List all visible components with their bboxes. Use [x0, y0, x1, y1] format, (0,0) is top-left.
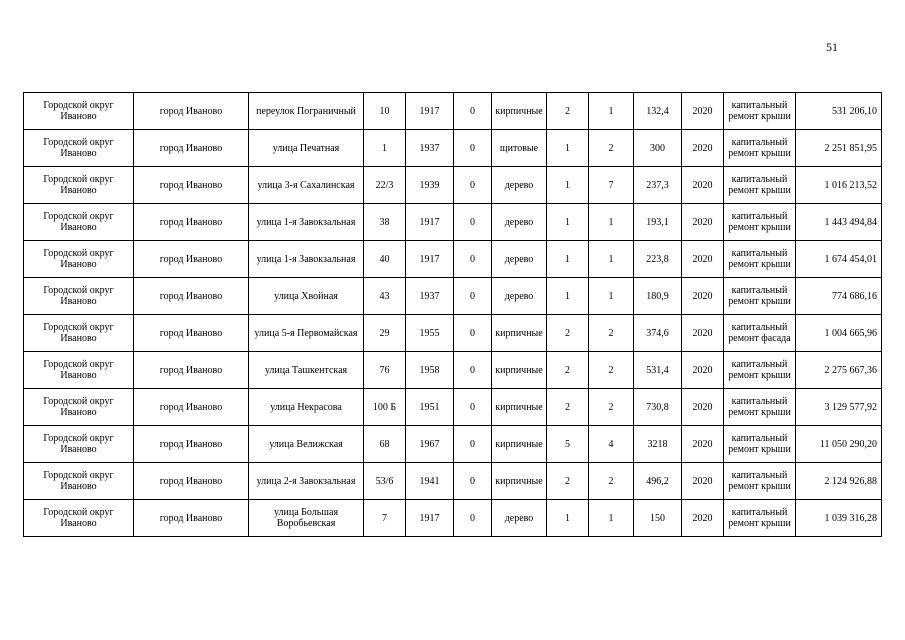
entrances-cell: 2	[589, 389, 634, 426]
wall-material-cell: дерево	[492, 500, 547, 537]
wall-material-cell: кирпичные	[492, 315, 547, 352]
year-commissioned-cell: 0	[454, 315, 492, 352]
work-type-cell: капитальный ремонт крыши	[724, 463, 796, 500]
planned-year-cell: 2020	[682, 241, 724, 278]
table-row	[24, 315, 882, 352]
street-cell: улица Печатная	[249, 130, 364, 167]
year-built-cell: 1917	[406, 500, 454, 537]
entrances-cell: 1	[589, 204, 634, 241]
settlement-cell: город Иваново	[134, 500, 249, 537]
year-built-cell: 1955	[406, 315, 454, 352]
table-row	[24, 130, 882, 167]
planned-year-cell: 2020	[682, 352, 724, 389]
street-cell: улица 3-я Сахалинская	[249, 167, 364, 204]
planned-year-cell: 2020	[682, 463, 724, 500]
year-commissioned-cell: 0	[454, 204, 492, 241]
work-type-cell: капитальный ремонт крыши	[724, 130, 796, 167]
year-commissioned-cell: 0	[454, 500, 492, 537]
work-type-cell: капитальный ремонт крыши	[724, 278, 796, 315]
planned-year-cell: 2020	[682, 130, 724, 167]
settlement-cell: город Иваново	[134, 241, 249, 278]
entrances-cell: 2	[589, 315, 634, 352]
year-built-cell: 1937	[406, 278, 454, 315]
area-cell: 730,8	[634, 389, 682, 426]
municipality-cell: Городской округ Иваново	[24, 241, 134, 278]
year-commissioned-cell: 0	[454, 93, 492, 130]
municipality-cell: Городской округ Иваново	[24, 463, 134, 500]
planned-year-cell: 2020	[682, 389, 724, 426]
table-row	[24, 426, 882, 463]
municipality-cell: Городской округ Иваново	[24, 352, 134, 389]
year-commissioned-cell: 0	[454, 352, 492, 389]
floors-cell: 5	[547, 426, 589, 463]
house-number-cell: 53/6	[364, 463, 406, 500]
planned-year-cell: 2020	[682, 426, 724, 463]
street-cell: улица Некрасова	[249, 389, 364, 426]
street-cell: улица 2-я Завокзальная	[249, 463, 364, 500]
area-cell: 193,1	[634, 204, 682, 241]
year-built-cell: 1917	[406, 204, 454, 241]
entrances-cell: 2	[589, 130, 634, 167]
street-cell: улица Хвойная	[249, 278, 364, 315]
entrances-cell: 1	[589, 278, 634, 315]
cost-cell: 1 039 316,28	[796, 500, 882, 537]
wall-material-cell: дерево	[492, 241, 547, 278]
settlement-cell: город Иваново	[134, 167, 249, 204]
work-type-cell: капитальный ремонт крыши	[724, 167, 796, 204]
entrances-cell: 7	[589, 167, 634, 204]
municipality-cell: Городской округ Иваново	[24, 389, 134, 426]
area-cell: 496,2	[634, 463, 682, 500]
year-commissioned-cell: 0	[454, 241, 492, 278]
street-cell: улица Ташкентская	[249, 352, 364, 389]
house-number-cell: 10	[364, 93, 406, 130]
wall-material-cell: кирпичные	[492, 93, 547, 130]
cost-cell: 2 124 926,88	[796, 463, 882, 500]
planned-year-cell: 2020	[682, 204, 724, 241]
wall-material-cell: кирпичные	[492, 463, 547, 500]
floors-cell: 1	[547, 278, 589, 315]
municipality-cell: Городской округ Иваново	[24, 315, 134, 352]
year-commissioned-cell: 0	[454, 463, 492, 500]
settlement-cell: город Иваново	[134, 352, 249, 389]
year-commissioned-cell: 0	[454, 167, 492, 204]
entrances-cell: 1	[589, 241, 634, 278]
year-built-cell: 1958	[406, 352, 454, 389]
table-row	[24, 463, 882, 500]
area-cell: 3218	[634, 426, 682, 463]
area-cell: 180,9	[634, 278, 682, 315]
floors-cell: 2	[547, 463, 589, 500]
area-cell: 150	[634, 500, 682, 537]
municipality-cell: Городской округ Иваново	[24, 93, 134, 130]
area-cell: 374,6	[634, 315, 682, 352]
cost-cell: 774 686,16	[796, 278, 882, 315]
settlement-cell: город Иваново	[134, 389, 249, 426]
cost-cell: 11 050 290,20	[796, 426, 882, 463]
floors-cell: 1	[547, 167, 589, 204]
house-number-cell: 100 Б	[364, 389, 406, 426]
street-cell: улица Велижская	[249, 426, 364, 463]
table-row	[24, 278, 882, 315]
cost-cell: 2 251 851,95	[796, 130, 882, 167]
planned-year-cell: 2020	[682, 500, 724, 537]
cost-cell: 1 674 454,01	[796, 241, 882, 278]
work-type-cell: капитальный ремонт крыши	[724, 500, 796, 537]
street-cell: улица 1-я Завокзальная	[249, 204, 364, 241]
work-type-cell: капитальный ремонт крыши	[724, 241, 796, 278]
settlement-cell: город Иваново	[134, 130, 249, 167]
work-type-cell: капитальный ремонт крыши	[724, 426, 796, 463]
cost-cell: 1 004 665,96	[796, 315, 882, 352]
work-type-cell: капитальный ремонт крыши	[724, 204, 796, 241]
year-commissioned-cell: 0	[454, 426, 492, 463]
year-built-cell: 1939	[406, 167, 454, 204]
street-cell: переулок Пограничный	[249, 93, 364, 130]
entrances-cell: 2	[589, 352, 634, 389]
cost-cell: 1 443 494,84	[796, 204, 882, 241]
wall-material-cell: дерево	[492, 167, 547, 204]
area-cell: 223,8	[634, 241, 682, 278]
work-type-cell: капитальный ремонт крыши	[724, 93, 796, 130]
table-body	[24, 93, 882, 537]
cost-cell: 3 129 577,92	[796, 389, 882, 426]
area-cell: 531,4	[634, 352, 682, 389]
municipality-cell: Городской округ Иваново	[24, 204, 134, 241]
wall-material-cell: кирпичные	[492, 352, 547, 389]
table-row	[24, 389, 882, 426]
year-built-cell: 1937	[406, 130, 454, 167]
street-cell: улица 5-я Первомайская	[249, 315, 364, 352]
house-number-cell: 76	[364, 352, 406, 389]
settlement-cell: город Иваново	[134, 278, 249, 315]
municipality-cell: Городской округ Иваново	[24, 130, 134, 167]
planned-year-cell: 2020	[682, 167, 724, 204]
floors-cell: 2	[547, 93, 589, 130]
cost-cell: 1 016 213,52	[796, 167, 882, 204]
planned-year-cell: 2020	[682, 278, 724, 315]
year-commissioned-cell: 0	[454, 389, 492, 426]
year-commissioned-cell: 0	[454, 278, 492, 315]
cost-cell: 531 206,10	[796, 93, 882, 130]
settlement-cell: город Иваново	[134, 426, 249, 463]
house-number-cell: 22/3	[364, 167, 406, 204]
page-number: 51	[826, 40, 838, 54]
street-cell: улица 1-я Завокзальная	[249, 241, 364, 278]
floors-cell: 1	[547, 130, 589, 167]
work-type-cell: капитальный ремонт крыши	[724, 389, 796, 426]
planned-year-cell: 2020	[682, 93, 724, 130]
settlement-cell: город Иваново	[134, 204, 249, 241]
house-number-cell: 7	[364, 500, 406, 537]
year-built-cell: 1951	[406, 389, 454, 426]
wall-material-cell: кирпичные	[492, 426, 547, 463]
house-number-cell: 68	[364, 426, 406, 463]
wall-material-cell: дерево	[492, 204, 547, 241]
floors-cell: 2	[547, 389, 589, 426]
year-built-cell: 1917	[406, 93, 454, 130]
area-cell: 132,4	[634, 93, 682, 130]
table-row	[24, 241, 882, 278]
year-commissioned-cell: 0	[454, 130, 492, 167]
year-built-cell: 1917	[406, 241, 454, 278]
entrances-cell: 4	[589, 426, 634, 463]
year-built-cell: 1941	[406, 463, 454, 500]
floors-cell: 1	[547, 204, 589, 241]
floors-cell: 2	[547, 352, 589, 389]
floors-cell: 1	[547, 241, 589, 278]
table-row	[24, 352, 882, 389]
table-row	[24, 93, 882, 130]
municipality-cell: Городской округ Иваново	[24, 167, 134, 204]
house-number-cell: 40	[364, 241, 406, 278]
year-built-cell: 1967	[406, 426, 454, 463]
entrances-cell: 1	[589, 93, 634, 130]
settlement-cell: город Иваново	[134, 463, 249, 500]
area-cell: 237,3	[634, 167, 682, 204]
floors-cell: 2	[547, 315, 589, 352]
wall-material-cell: кирпичные	[492, 389, 547, 426]
planned-year-cell: 2020	[682, 315, 724, 352]
municipality-cell: Городской округ Иваново	[24, 500, 134, 537]
housing-repair-table	[23, 92, 882, 537]
house-number-cell: 1	[364, 130, 406, 167]
house-number-cell: 29	[364, 315, 406, 352]
street-cell: улица Большая Воробьевская	[249, 500, 364, 537]
house-number-cell: 43	[364, 278, 406, 315]
entrances-cell: 1	[589, 500, 634, 537]
house-number-cell: 38	[364, 204, 406, 241]
settlement-cell: город Иваново	[134, 93, 249, 130]
municipality-cell: Городской округ Иваново	[24, 426, 134, 463]
floors-cell: 1	[547, 500, 589, 537]
table-row	[24, 204, 882, 241]
wall-material-cell: дерево	[492, 278, 547, 315]
area-cell: 300	[634, 130, 682, 167]
cost-cell: 2 275 667,36	[796, 352, 882, 389]
work-type-cell: капитальный ремонт фасада	[724, 315, 796, 352]
wall-material-cell: щитовые	[492, 130, 547, 167]
work-type-cell: капитальный ремонт крыши	[724, 352, 796, 389]
municipality-cell: Городской округ Иваново	[24, 278, 134, 315]
table-row	[24, 500, 882, 537]
table-row	[24, 167, 882, 204]
entrances-cell: 2	[589, 463, 634, 500]
settlement-cell: город Иваново	[134, 315, 249, 352]
